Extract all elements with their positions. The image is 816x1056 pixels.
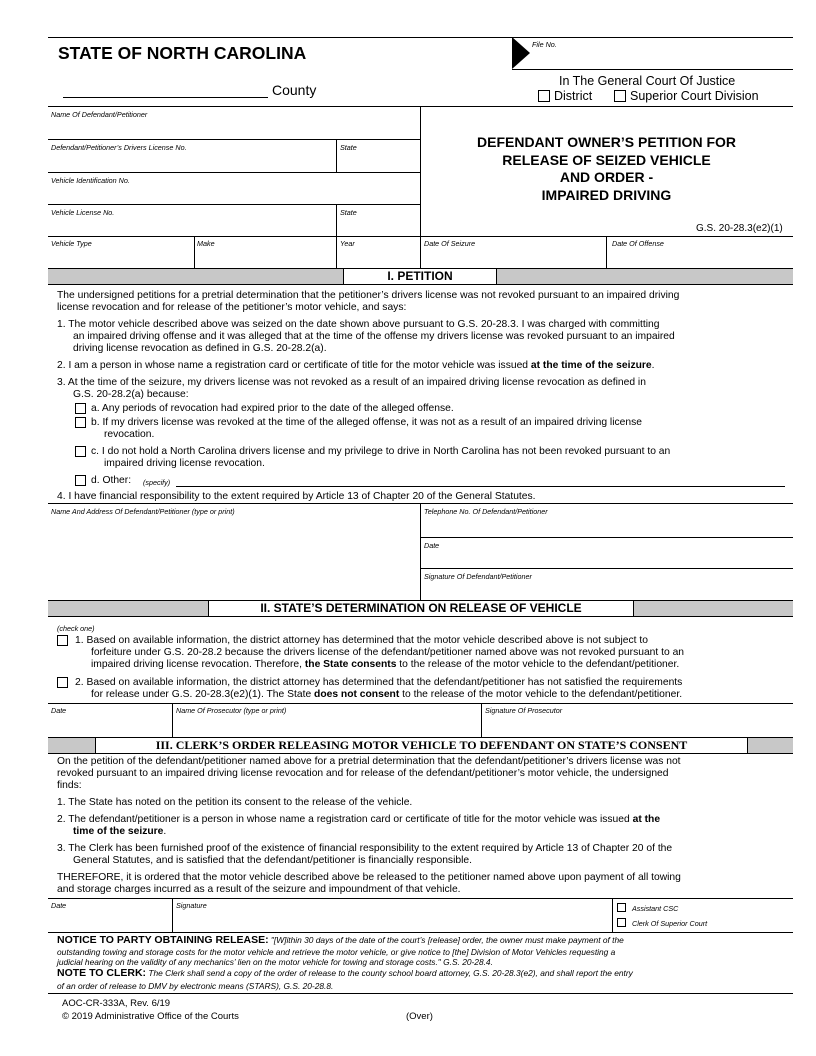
county-label: County [272, 82, 317, 98]
date-seizure-label: Date Of Seizure [424, 239, 476, 248]
clerk-intro-3: finds: [57, 780, 82, 791]
defendant-name-label: Name Of Defendant/Petitioner [51, 110, 148, 119]
defendant-name-input[interactable] [50, 120, 418, 138]
other-specify-line[interactable] [176, 486, 785, 487]
title-line4: IMPAIRED DRIVING [541, 186, 672, 203]
petition-item-2-text: 2. I am a person in whose name a registration card or certificate of title for the motor vehicle was issued [57, 360, 531, 371]
court-line: In The General Court Of Justice [559, 74, 736, 88]
clerk-intro-1: On the petition of the defendant/petitioner named above for a pretrial determination that the defendant/petitioner’s drivers license was not [57, 756, 681, 767]
therefore-1: THEREFORE, it is ordered that the motor vehicle described above be released to the petitioner named above upon payment of all towing [57, 872, 681, 883]
date-offense-label: Date Of Offense [612, 239, 664, 248]
finding-3-cont: General Statutes, and is satisfied that the defendant/petitioner is financially responsible. [73, 855, 472, 866]
option-a-text: a. Any periods of revocation had expired prior to the date of the alleged offense. [91, 403, 454, 414]
name-address-input[interactable] [50, 518, 418, 598]
notice-party-text: "[W]ithin 30 days of the date of the court’s [release] order, the owner must make payment of the [270, 935, 624, 945]
petition-date-label: Date [424, 541, 440, 550]
petition-item-1: 1. The motor vehicle described above was seized on the date shown above pursuant to G.S. 20-28.3. I was charged with committing [57, 319, 660, 330]
note-clerk-line1 [57, 968, 633, 978]
district-label: District [554, 89, 593, 103]
no-consent-text-a: for release under G.S. 20-28.3(e2)(1). The State [91, 689, 315, 700]
option-c-checkbox[interactable] [75, 446, 86, 457]
petition-item-1-cont2: driving license revocation as defined in G.S. 20-28.2(a). [73, 343, 327, 354]
vin-label: Vehicle Identification No. [51, 176, 130, 185]
option-d-checkbox[interactable] [75, 475, 86, 486]
make-label: Make [197, 239, 215, 248]
title-line1: DEFENDANT OWNER’S PETITION FOR [477, 134, 736, 150]
clerk-superior-label: Clerk Of Superior Court [632, 919, 708, 928]
petition-item-3: 3. At the time of the seizure, my drivers license was not revoked as a result of an impaired driving license revocation as defined in [57, 377, 646, 388]
finding-2 [57, 814, 660, 826]
no-consent-text-cont [91, 689, 682, 701]
state1-label: State [340, 143, 357, 152]
note-clerk-text: The Clerk shall send a copy of the order of release to the county school board attorney, G.S. 20-28.3(e2), and shall report the entry [148, 968, 633, 978]
state-date-label: Date [51, 706, 67, 715]
vehicle-license-label: Vehicle License No. [51, 208, 115, 217]
petition-item-3-cont: G.S. 20-28.2(a) because: [73, 389, 189, 400]
year-label: Year [340, 239, 355, 248]
title-line2: RELEASE OF SEIZED VEHICLE [502, 151, 711, 168]
finding-2-bold-cont: time of the seizure [73, 826, 164, 837]
superior-checkbox[interactable] [614, 90, 626, 102]
petition-item-2-bold: at the time of the seizure [530, 360, 652, 371]
clerk-heading [95, 738, 748, 753]
finding-2-cont: time of the seizure. [73, 826, 167, 837]
therefore-2: and storage charges incurred as a result of the seizure and impoundment of that vehicle. [57, 884, 461, 895]
petition-heading: I. PETITION [343, 269, 497, 284]
no-consent-checkbox[interactable] [57, 677, 68, 688]
petition-item-2: 2. I am a person in whose name a registration card or certificate of title for the motor vehicle was issued at the time of the seizure. [57, 360, 655, 371]
copyright: © 2019 Administrative Office of the Courts [62, 1011, 239, 1022]
consent-text-a: impaired driving license revocation. Therefore, [91, 659, 305, 670]
finding-1: 1. The State has noted on the petition its consent to the release of the vehicle. [57, 797, 413, 808]
clerk-intro-2: revoked pursuant to an impaired driving license revocation and for release of the defendant/petitioner’s motor vehicle, the undersigned [57, 768, 669, 779]
title-line3: AND ORDER - [559, 169, 654, 185]
check-one-label: (check one) [57, 624, 95, 633]
notice-party-heading: NOTICE TO PARTY OBTAINING RELEASE: [57, 934, 269, 946]
clerk-signature-label: Signature [176, 901, 207, 910]
notice-party-line1 [57, 935, 624, 945]
prosecutor-signature-label: Signature Of Prosecutor [485, 706, 563, 715]
option-b-checkbox[interactable] [75, 417, 86, 428]
consent-text: 1. Based on available information, the district attorney has determined that the motor vehicle described above is not subject to [75, 635, 648, 646]
petition-item-4: 4. I have financial responsibility to the extent required by Article 13 of Chapter 20 of the General Statutes. [57, 491, 536, 502]
finding-2-bold: at the [632, 814, 661, 825]
petition-intro-1: The undersigned petitions for a pretrial determination that the petitioner’s drivers license was not revoked pursuant to an impaired driving [57, 290, 680, 301]
assistant-csc-checkbox[interactable] [617, 903, 626, 912]
consent-text-cont: forfeiture under G.S. 20-28.2 because the drivers license of the defendant/petitioner named above was not revoked pursuant to an [91, 647, 685, 658]
telephone-label: Telephone No. Of Defendant/Petitioner [424, 507, 548, 516]
petition-intro-2: license revocation and for release of the petitioner’s motor vehicle, and says: [57, 302, 407, 313]
finding-3: 3. The Clerk has been furnished proof of the existence of financial responsibility to the extent required by Article 13 of Chapter 20 of the [57, 843, 673, 854]
state2-label: State [340, 208, 357, 217]
superior-label: Superior Court Division [630, 89, 759, 103]
assistant-csc-label: Assistant CSC [632, 904, 679, 913]
no-consent-text: 2. Based on available information, the district attorney has determined that the defendant/petitioner has not satisfied the requirements [75, 677, 683, 688]
option-b-text-cont: revocation. [104, 429, 155, 440]
specify-label: (specify) [143, 478, 171, 487]
clerk-heading-text: III. CLERK’S ORDER RELEASING MOTOR VEHICLE TO DEFENDANT ON STATE’S CONSENT [155, 738, 688, 752]
consent-text-b: to the release of the motor vehicle to the defendant/petitioner. [396, 659, 680, 670]
form-number: AOC-CR-333A, Rev. 6/19 [62, 998, 171, 1009]
clerk-date-label: Date [51, 901, 67, 910]
note-clerk-heading: NOTE TO CLERK: [57, 967, 147, 979]
form-title [420, 134, 793, 204]
option-d-text: d. Other: [91, 475, 132, 486]
statute-ref: G.S. 20-28.3(e2)(1) [696, 223, 783, 234]
state-title: STATE OF NORTH CAROLINA [58, 43, 307, 63]
notice-party-line3: judicial hearing on the validity of any mechanics’ lien on the motor vehicle for towing and storage costs." G.S. 20-28.4. [57, 957, 493, 967]
name-address-label: Name And Address Of Defendant/Petitioner (type or print) [51, 507, 235, 516]
note-clerk-line2: of an order of release to DMV by electronic means (STARS), G.S. 20-28.8. [57, 981, 334, 991]
petition-item-1-cont: an impaired driving offense and it was alleged that at the time of the offense my drivers license was revoked pursuant to an impaired [73, 331, 675, 342]
vehicle-type-label: Vehicle Type [51, 239, 92, 248]
file-no-input[interactable] [533, 50, 791, 68]
no-consent-bold: does not consent [314, 689, 400, 700]
state-heading: II. STATE’S DETERMINATION ON RELEASE OF VEHICLE [208, 601, 634, 616]
consent-text-cont2 [91, 659, 679, 671]
drivers-license-label: Defendant/Petitioner’s Drivers License No. [51, 143, 187, 152]
file-no-arrow-icon [512, 37, 532, 69]
option-c-text: c. I do not hold a North Carolina drivers license and my privilege to drive in North Carolina has not been revoked pursuant to an [91, 446, 671, 457]
over-label: (Over) [406, 1011, 433, 1022]
no-consent-text-b: to the release of the motor vehicle to the defendant/petitioner. [399, 689, 683, 700]
clerk-superior-checkbox[interactable] [617, 918, 626, 927]
option-c-text-cont: impaired driving license revocation. [104, 458, 265, 469]
finding-2-text: 2. The defendant/petitioner is a person in whose name a registration card or certificate of title for the motor vehicle was issued [57, 814, 633, 825]
petitioner-signature-label: Signature Of Defendant/Petitioner [424, 572, 532, 581]
prosecutor-name-label: Name Of Prosecutor (type or print) [176, 706, 287, 715]
file-no-label: File No. [532, 40, 557, 49]
consent-bold: the State consents [304, 659, 397, 670]
consent-checkbox[interactable] [57, 635, 68, 646]
notice-party-line2: outstanding towing and storage costs for the motor vehicle and retrieve the motor vehicle, or give notice to [the] Division of Motor Vehicles requesting a [57, 947, 616, 957]
option-b-text: b. If my drivers license was revoked at the time of the alleged offense, it was not as a result of an impaired driving license [91, 417, 642, 428]
option-a-checkbox[interactable] [75, 403, 86, 414]
district-checkbox[interactable] [538, 90, 550, 102]
